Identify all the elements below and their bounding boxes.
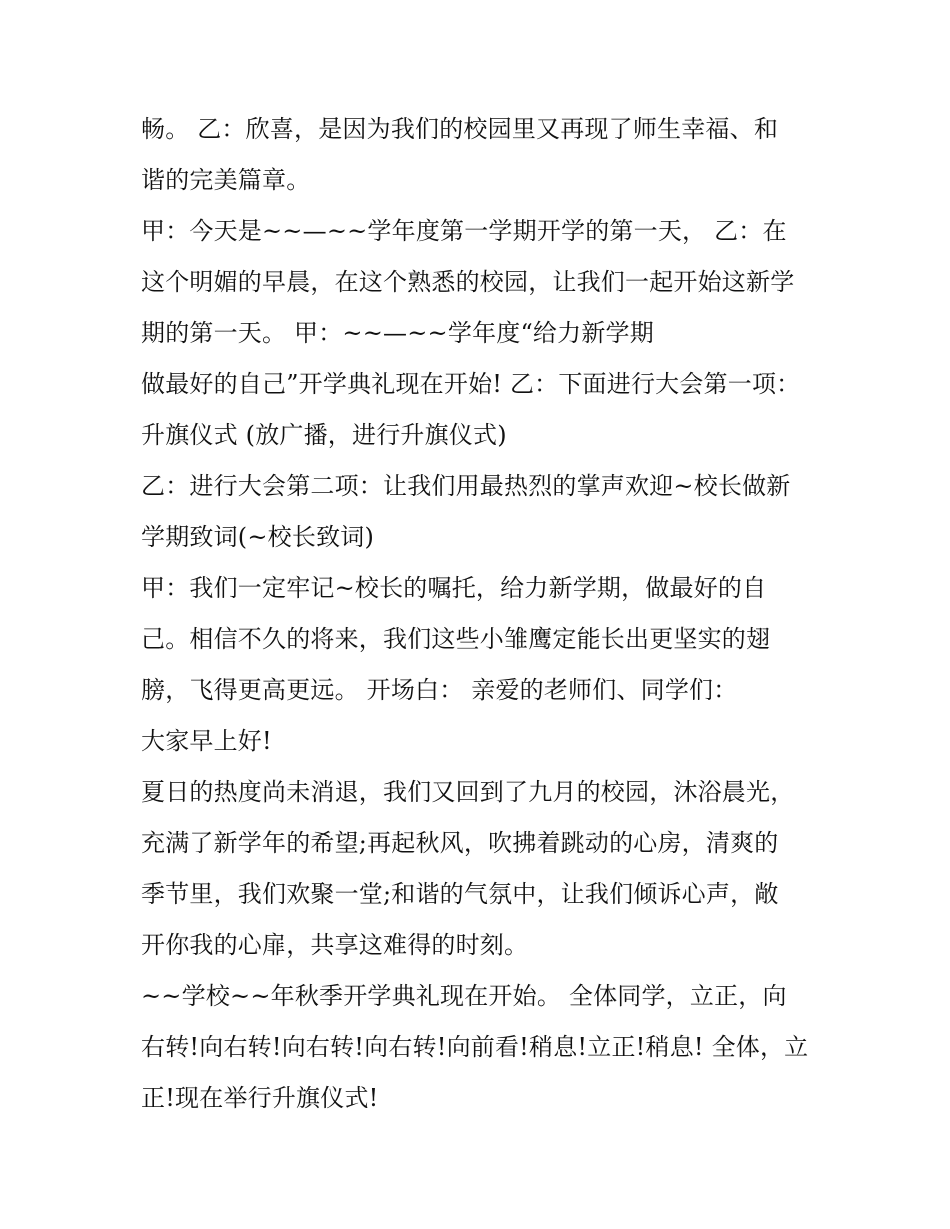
text-line: 谐的完美篇章。 — [141, 166, 311, 194]
text-line: ~~学校~~年秋季开学典礼现在开始。 全体同学，立正，向 — [141, 982, 787, 1010]
document-body — [141, 104, 831, 1124]
text-line: 夏日的热度尚未消退，我们又回到了九月的校园，沐浴晨光， — [141, 778, 795, 806]
text-line: 期的第一天。 甲：~~—~~学年度“给力新学期 — [141, 319, 654, 347]
text-line: 右转!向右转!向右转!向右转!向前看!稍息!立正!稍息! 全体，立 — [141, 1033, 809, 1061]
text-line: 己。相信不久的将来，我们这些小雏鹰定能长出更坚实的翅 — [141, 625, 771, 653]
text-line: 升旗仪式 (放广播，进行升旗仪式) — [141, 421, 507, 449]
text-line: 乙：进行大会第二项：让我们用最热烈的掌声欢迎~校长做新 — [141, 472, 791, 500]
text-line: 正!现在举行升旗仪式! — [141, 1084, 379, 1112]
text-line: 学期致词(~校长致词) — [141, 523, 375, 551]
text-line: 开你我的心扉，共享这难得的时刻。 — [141, 931, 529, 959]
text-line: 这个明媚的早晨，在这个熟悉的校园，让我们一起开始这新学 — [141, 268, 795, 296]
text-line: 季节里，我们欢聚一堂;和谐的气氛中，让我们倾诉心声，敞 — [141, 880, 779, 908]
text-line: 做最好的自己”开学典礼现在开始! 乙：下面进行大会第一项： — [141, 370, 801, 398]
text-line: 充满了新学年的希望;再起秋风，吹拂着跳动的心房，清爽的 — [141, 829, 779, 857]
text-line: 膀，飞得更高更远。 开场白： 亲爱的老师们、同学们： — [141, 676, 738, 704]
text-line: 甲：我们一定牢记~校长的嘱托，给力新学期，做最好的自 — [141, 574, 767, 602]
text-line: 大家早上好! — [141, 727, 272, 755]
text-line: 甲：今天是~~—~~学年度第一学期开学的第一天， 乙：在 — [141, 217, 787, 245]
text-line: 畅。 乙：欣喜，是因为我们的校园里又再现了师生幸福、和 — [141, 115, 779, 143]
